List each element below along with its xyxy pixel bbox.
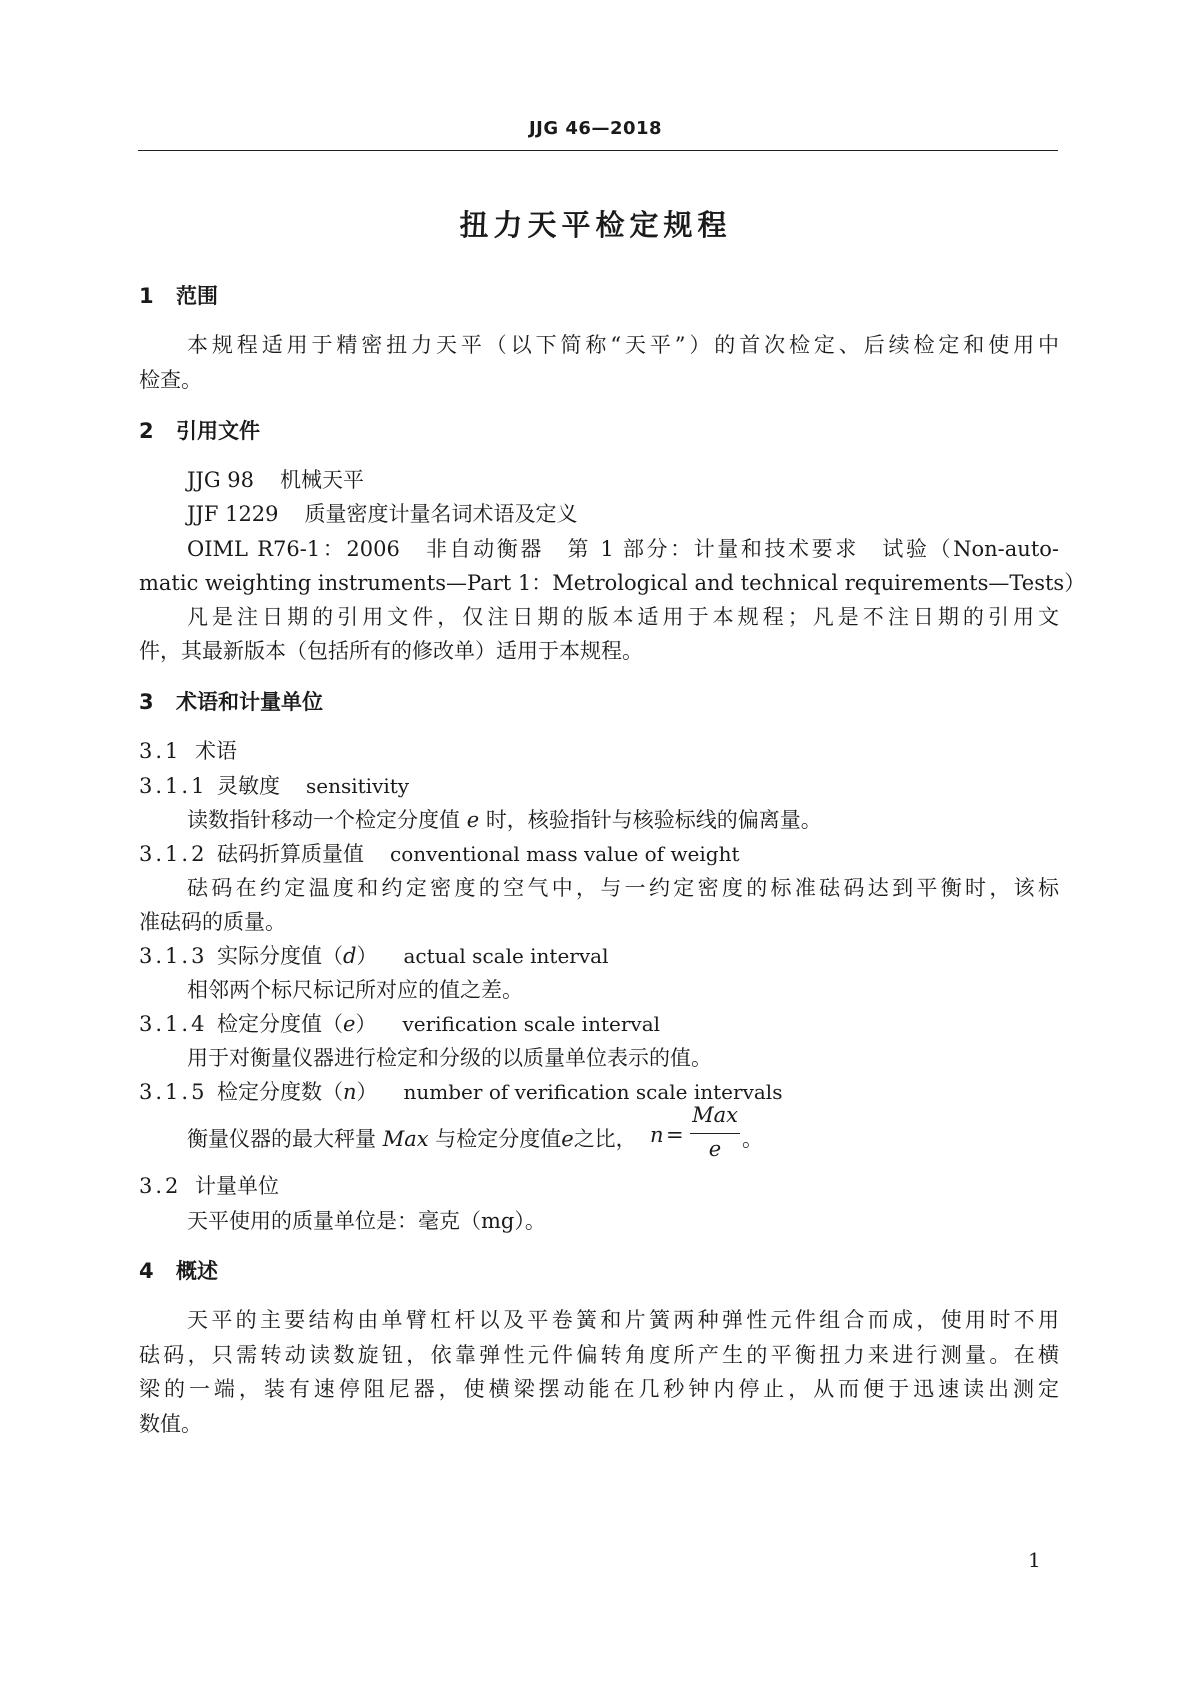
section-2-heading: [139, 415, 260, 445]
clause-title: 术语: [195, 739, 237, 763]
reference-item: [187, 464, 364, 494]
reference-title: 机械天平: [280, 468, 365, 492]
term-paren: ）: [355, 1012, 377, 1036]
term-chinese: 检定分度值（: [217, 1012, 343, 1036]
definition-text: 衡量仪器的最大秤量: [187, 1127, 376, 1151]
term-definition: [187, 804, 822, 834]
section-3-heading: [139, 686, 323, 716]
section-4-paragraph-line: 梁的一端，装有速停阻尼器，使横梁摆动能在几秒钟内停止，从而便于迅速读出测定: [139, 1377, 1059, 1401]
term-english: actual scale interval: [403, 944, 609, 968]
definition-text: 之比，: [573, 1127, 637, 1151]
term-chinese: 灵敏度: [217, 774, 280, 798]
reference-item: [187, 498, 578, 528]
definition-text: 与检定分度值: [435, 1127, 562, 1151]
header-code: JJG 46—2018: [528, 118, 663, 139]
section-4-heading: [139, 1255, 218, 1285]
term-chinese: 检定分度数（: [217, 1080, 343, 1104]
reference-note-line: 件，其最新版本（包括所有的修改单）适用于本规程。: [139, 639, 643, 663]
clause-number: 3.1.3: [139, 944, 208, 968]
term-3-1-1: [139, 770, 409, 800]
clause-number: 3.1: [139, 739, 182, 763]
section-4-paragraph-line: 砝码，只需转动读数旋钮，依靠弹性元件偏转角度所产生的平衡扭力来进行测量。在横: [139, 1343, 1059, 1367]
term-english: sensitivity: [306, 774, 410, 798]
clause-number: 3.1.4: [139, 1012, 208, 1036]
section-title: 引用文件: [176, 419, 260, 443]
term-3-1-4: [139, 1008, 660, 1038]
clause-title: 计量单位: [195, 1174, 279, 1198]
clause-number: 3.1.5: [139, 1080, 208, 1104]
formula-lhs: n: [650, 1123, 664, 1147]
subsection-3-1: [139, 735, 237, 765]
term-3-1-2: [139, 838, 740, 868]
section-4-paragraph-line: 数值。: [139, 1412, 202, 1436]
term-paren: ）: [356, 944, 378, 968]
section-number: 2: [139, 419, 154, 443]
section-title: 范围: [176, 284, 218, 308]
section-1-heading: [139, 280, 218, 310]
section-4-paragraph-line: 天平的主要结构由单臂杠杆以及平卷簧和片簧两种弹性元件组合而成，使用时不用: [187, 1308, 1059, 1332]
reference-title: 质量密度计量名词术语及定义: [304, 502, 578, 526]
clause-number: 3.1.2: [139, 842, 208, 866]
term-english: number of verification scale intervals: [403, 1080, 783, 1104]
term-chinese: 实际分度值（: [217, 944, 343, 968]
variable-e: e: [466, 808, 480, 832]
term-definition: 用于对衡量仪器进行检定和分级的以质量单位表示的值。: [187, 1046, 712, 1070]
formula-denominator: e: [708, 1137, 722, 1161]
clause-number: 3.2: [139, 1174, 182, 1198]
term-english: verification scale interval: [402, 1012, 661, 1036]
definition-text: 读数指针移动一个检定分度值: [187, 808, 460, 832]
term-english: conventional mass value of weight: [390, 842, 740, 866]
variable-e: e: [561, 1127, 574, 1151]
reference-item: OIML R76-1：2006 非自动衡器 第 1 部分：计量和技术要求 试验（Non-auto-: [187, 537, 1059, 561]
unit-definition: 天平使用的质量单位是：毫克（mg）。: [187, 1209, 546, 1233]
term-3-1-5: [139, 1076, 782, 1106]
formula-numerator: Max: [692, 1103, 738, 1127]
clause-number: 3.1.1: [139, 774, 208, 798]
term-definition: [187, 1123, 637, 1153]
section-title: 术语和计量单位: [176, 690, 323, 714]
subsection-3-2: [139, 1170, 279, 1200]
term-3-1-3: [139, 940, 608, 970]
header-rule: [138, 150, 1058, 151]
reference-note-line: 凡是注日期的引用文件，仅注日期的版本适用于本规程；凡是不注日期的引用文: [187, 605, 1059, 629]
page-number: 1: [1028, 1548, 1041, 1572]
document-title: 扭力天平检定规程: [459, 208, 732, 242]
term-definition: 相邻两个标尺标记所对应的值之差。: [187, 978, 523, 1002]
reference-code: JJF 1229: [187, 502, 279, 526]
term-paren: ）: [356, 1080, 378, 1104]
reference-code: JJG 98: [187, 468, 255, 492]
section-1-paragraph-line: 本规程适用于精密扭力天平（以下简称“天平”）的首次检定、后续检定和使用中: [187, 333, 1059, 357]
variable-max: Max: [382, 1127, 429, 1151]
term-chinese: 砝码折算质量值: [217, 842, 364, 866]
variable-d: d: [343, 944, 357, 968]
term-definition: 砝码在约定温度和约定密度的空气中，与一约定密度的标准砝码达到平衡时，该标: [187, 876, 1059, 900]
section-title: 概述: [176, 1259, 218, 1283]
term-definition: 准砝码的质量。: [139, 910, 286, 934]
variable-n: n: [343, 1080, 357, 1104]
fraction-bar: [690, 1133, 740, 1134]
formula-equals: =: [666, 1123, 684, 1147]
definition-text: 时，核验指针与核验标线的偏离量。: [485, 808, 822, 832]
formula: [650, 1103, 810, 1163]
section-number: 4: [139, 1259, 154, 1283]
formula-end: 。: [742, 1127, 763, 1151]
variable-e: e: [343, 1012, 356, 1036]
reference-item-continued: matic weighting instruments—Part 1：Metrological and technical requirements—Tests）: [139, 571, 1086, 595]
section-number: 3: [139, 690, 154, 714]
section-1-paragraph-line: 检查。: [139, 368, 202, 392]
section-number: 1: [139, 284, 154, 308]
